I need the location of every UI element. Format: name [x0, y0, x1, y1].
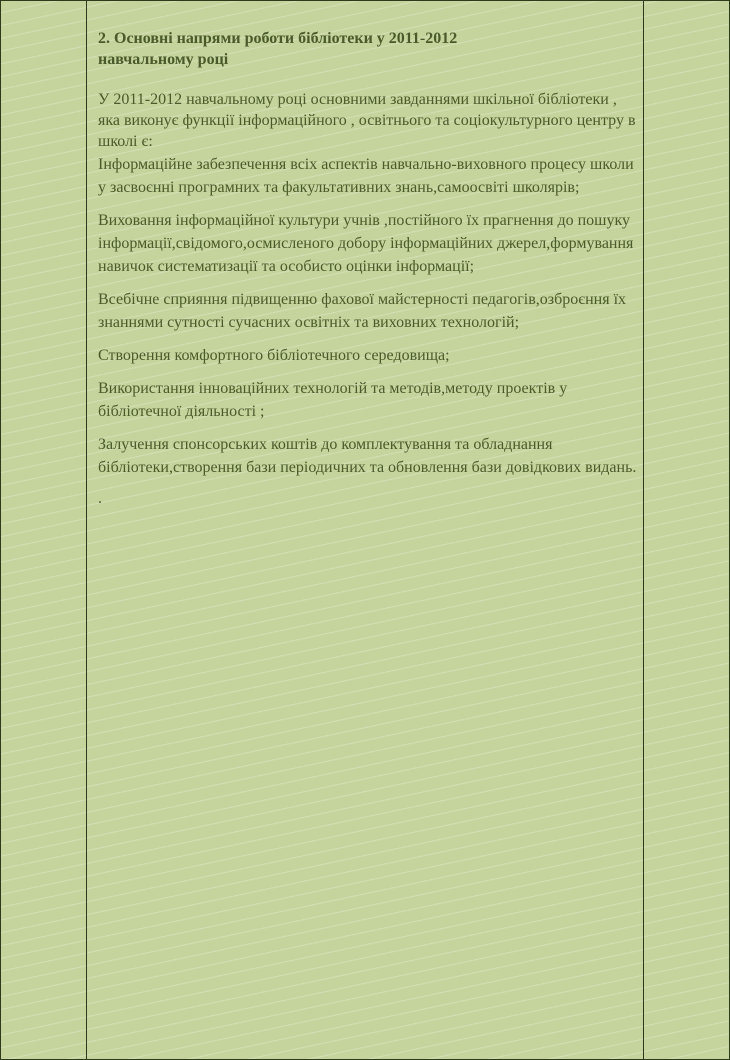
- section-heading-line-1: 2. Основні напрями роботи бібліотеки у 2011-2012: [98, 30, 458, 47]
- section-heading: [98, 28, 638, 70]
- document-content: [98, 28, 638, 509]
- task-paragraph-6: Залучення спонсорських коштів до комплектування та обладнання бібліотеки,створення бази періодичних та обновлення бази довідкових видань.: [98, 436, 637, 476]
- task-paragraph-5: Використання інноваційних технологій та методів,методу проектів у бібліотечної діяльності ;: [98, 380, 568, 420]
- task-paragraph-3: Всебічне сприяння підвищенню фахової майстерності педагогів,озброєння їх знаннями сутності сучасних освітніх та виховних технологій;: [98, 291, 627, 331]
- left-column-divider: [86, 1, 87, 1059]
- task-paragraph-4: Створення комфортного бібліотечного середовища;: [98, 347, 450, 364]
- task-paragraph-2: Виховання інформаційної культури учнів ,постійного їх прагнення до пошуку інформації,свідомого,осмисленого добору інформаційних джерел,формування навичок систематизації та особисто оцінки інформації;: [98, 212, 634, 275]
- trailing-dot: .: [98, 490, 102, 507]
- intro-paragraph: У 2011-2012 навчальному році основними завданнями шкільної бібліотеки , яка виконує функції інформаційного , освітнього та соціокультурного центру в школі є:: [98, 91, 636, 150]
- right-column-divider: [643, 1, 644, 1059]
- section-heading-line-2: навчальному році: [98, 51, 229, 68]
- task-paragraph-1: Інформаційне забезпечення всіх аспектів навчально-виховного процесу школи у засвоєнні програмних та факультативних знань,самоосвіті школярів;: [98, 156, 634, 196]
